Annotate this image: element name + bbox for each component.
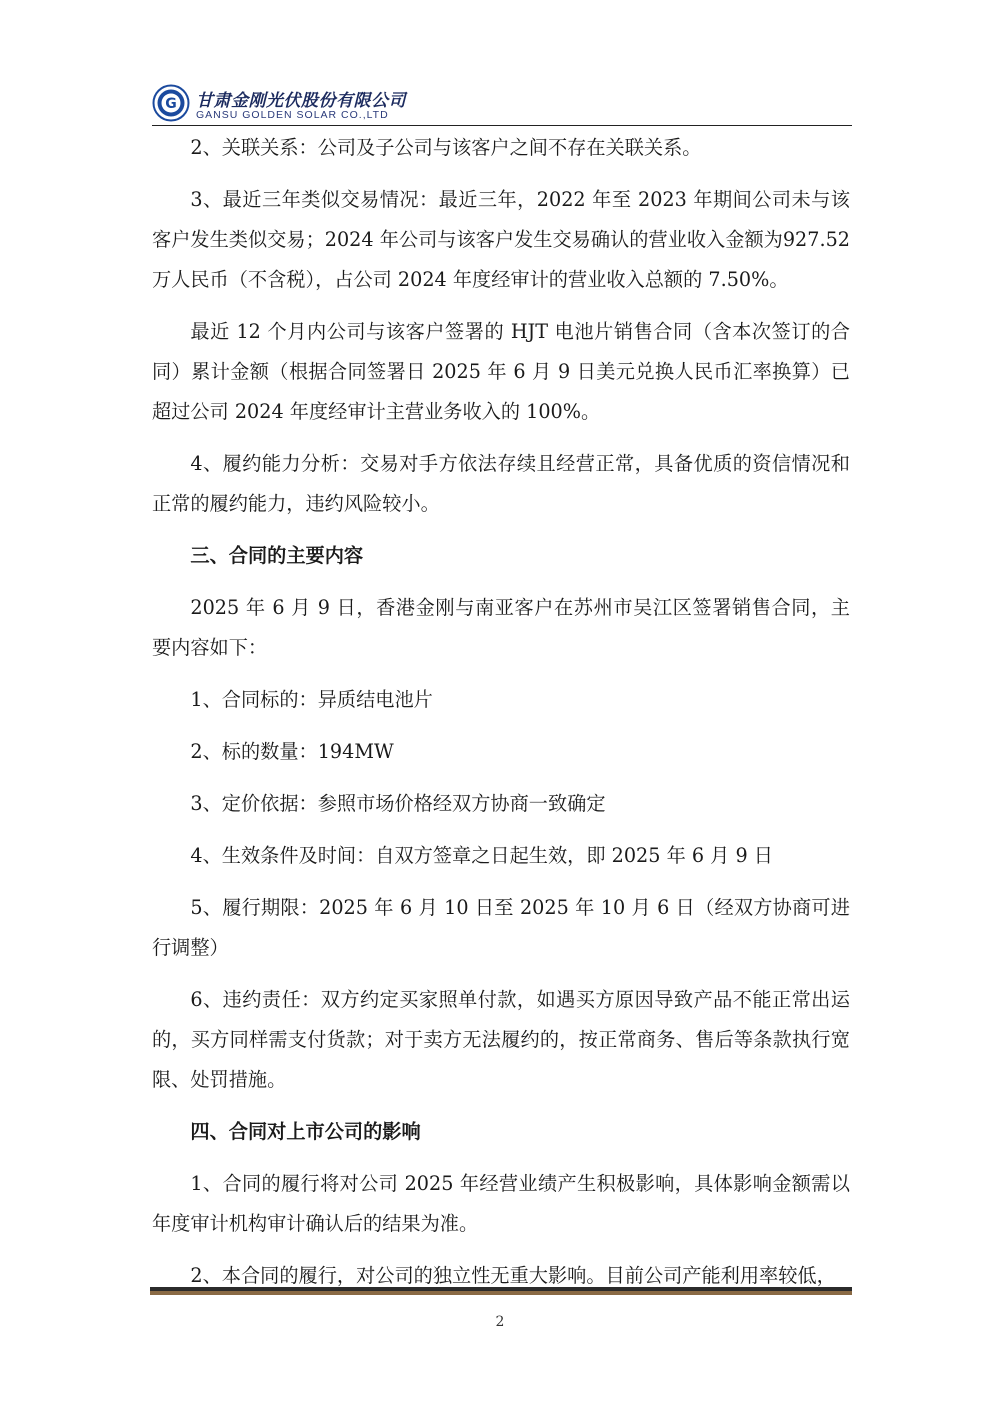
company-name-en: GANSU GOLDEN SOLAR CO.,LTD	[196, 109, 389, 121]
contract-item-liability: 6、违约责任：双方约定买家照单付款，如遇买方原因导致产品不能正常出运的，买方同样需支付货款；对于卖方无法履约的，按正常商务、售后等条款执行宽限、处罚措施。	[152, 988, 850, 1091]
contract-item-term: 5、履行期限：2025 年 6 月 10 日至 2025 年 10 月 6 日（经双方协商可进行调整）	[152, 896, 850, 959]
logo-letter: G	[165, 96, 177, 112]
company-logo-icon	[152, 84, 190, 122]
document-header	[152, 78, 852, 126]
contract-item-pricing: 3、定价依据：参照市场价格经双方协商一致确定	[190, 792, 606, 815]
document-body	[152, 128, 850, 1296]
section-heading-contract-content: 三、合同的主要内容	[190, 544, 364, 567]
header-divider	[152, 125, 852, 126]
contract-item-effective: 4、生效条件及时间：自双方签章之日起生效，即 2025 年 6 月 9 日	[190, 844, 773, 867]
company-name-cn: 甘肃金刚光伏股份有限公司	[196, 91, 406, 111]
contract-item-quantity: 2、标的数量：194MW	[190, 740, 394, 763]
section-heading-impact: 四、合同对上市公司的影响	[190, 1120, 421, 1143]
contract-item-subject: 1、合同标的：异质结电池片	[190, 688, 433, 711]
paragraph-transaction-history: 3、最近三年类似交易情况：最近三年，2022 年至 2023 年期间公司未与该客户发生类似交易；2024 年公司与该客户发生交易确认的营业收入金额为927.52 万人民币（不含税），占公司 2024 年度经审计的营业收入总额的 7.50%。	[152, 188, 850, 291]
paragraph-related-party: 2、关联关系：公司及子公司与该客户之间不存在关联关系。	[190, 136, 702, 159]
paragraph-contract-intro: 2025 年 6 月 9 日，香港金刚与南亚客户在苏州市吴江区签署销售合同，主要内容如下：	[152, 596, 850, 659]
footer-divider-brown	[150, 1291, 852, 1295]
paragraph-impact-performance: 1、合同的履行将对公司 2025 年经营业绩产生积极影响，具体影响金额需以年度审计机构审计确认后的结果为准。	[152, 1172, 850, 1235]
paragraph-performance-ability: 4、履约能力分析：交易对手方依法存续且经营正常，具备优质的资信情况和正常的履约能力，违约风险较小。	[152, 452, 850, 515]
paragraph-impact-independence: 2、本合同的履行，对公司的独立性无重大影响。目前公司产能利用率较低，	[190, 1264, 836, 1287]
paragraph-cumulative-amount: 最近 12 个月内公司与该客户签署的 HJT 电池片销售合同（含本次签订的合同）累计金额（根据合同签署日 2025 年 6 月 9 日美元兑换人民币汇率换算）已超过公司 2024 年度经审计主营业务收入的 100%。	[152, 320, 850, 423]
page-number: 2	[495, 1314, 505, 1330]
